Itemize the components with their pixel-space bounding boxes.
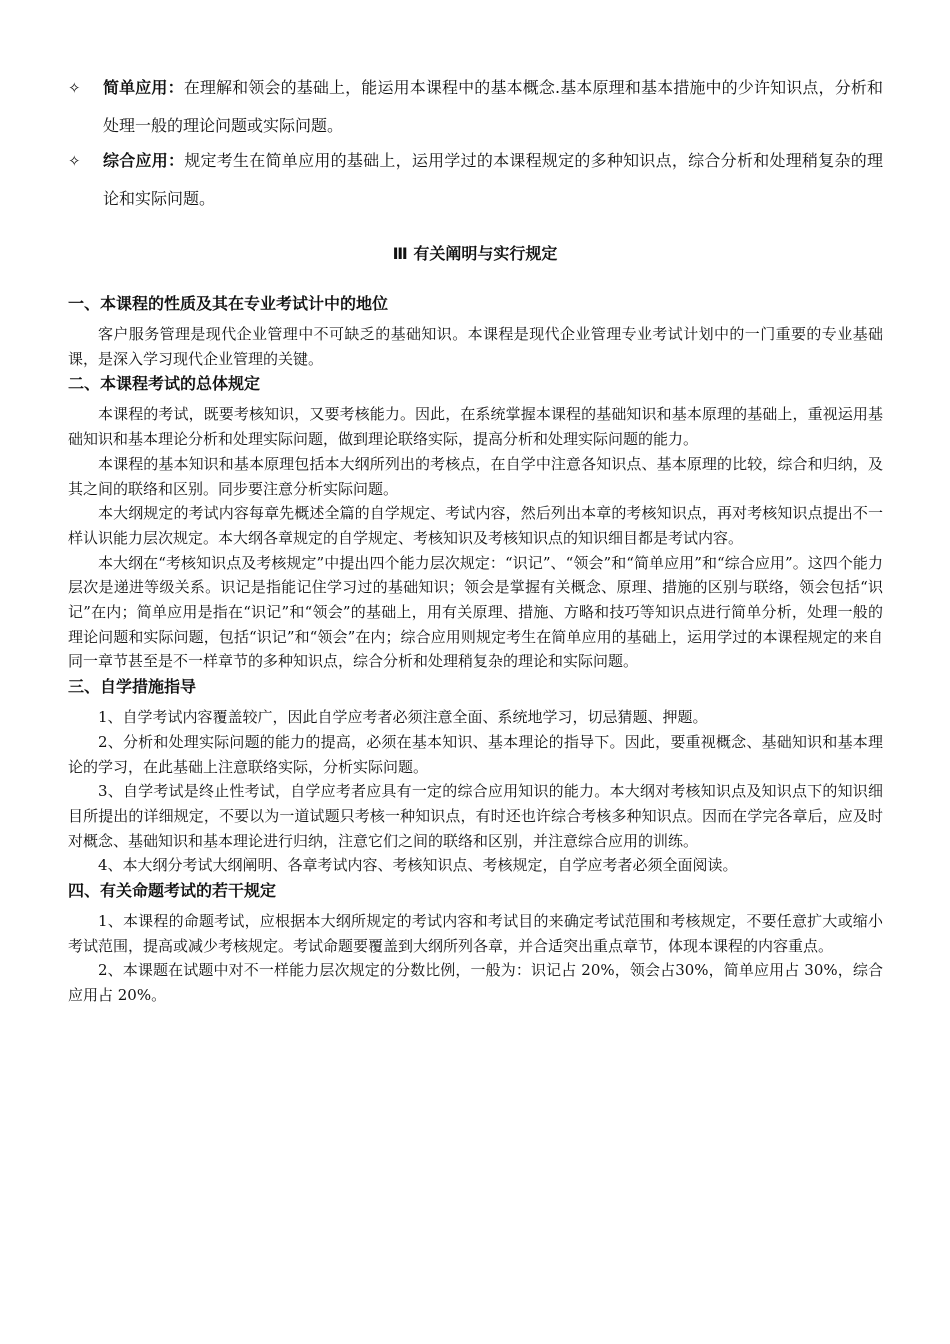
paragraph: 本课程的基本知识和基本原理包括本大纲所列出的考核点，在自学中注意各知识点、基本原理的比较，综合和归纳，及其之间的联络和区别。同步要注意分析实际问题。 [68, 454, 883, 498]
paragraph: 2、本课题在试题中对不一样能力层次规定的分数比例，一般为：识记占 20%，领会占30%，简单应用占 30%，综合应用占 20%。 [68, 961, 883, 1005]
section-heading: 一、本课程的性质及其在专业考试计中的地位 [68, 294, 389, 313]
bullet-text: 在理解和领会的基础上，能运用本课程中的基本概念.基本原理和基本措施中的少许知识点，分析和处理一般的理论问题或实际问题。 [103, 78, 883, 135]
paragraph: 1、自学考试内容覆盖较广，因此自学应考者必须注意全面、系统地学习，切忌猜题、押题。 [98, 708, 708, 727]
paragraph: 3、自学考试是终止性考试，自学应考者应具有一定的综合应用知识的能力。本大纲对考核知识点及知识点下的知识细目所提出的详细规定，不要以为一道试题只考核一种知识点，有时还也许综合考核多种知识点。因而在学完各章后，应及时对概念、基础知识和基本理论进行归纳，注意它们之间的联络和区别，并注意综合应用的训练。 [68, 782, 883, 850]
section-heading: 四、有关命题考试的若干规定 [68, 881, 277, 901]
paragraph: 1、本课程的命题考试，应根据本大纲所规定的考试内容和考试目的来确定考试范围和考核规定，不要任意扩大或缩小考试范围，提高或减少考核规定。考试命题要覆盖到大纲所列各章，并合适突出重点章节，体现本课程的内容重点。 [68, 912, 883, 955]
section-heading: 三、自学措施指导 [68, 677, 197, 697]
paragraph: 客户服务管理是现代企业管理中不可缺乏的基础知识。本课程是现代企业管理专业考试计划中的一门重要的专业基础课，是深入学习现代企业管理的关键。 [68, 325, 883, 368]
paragraph: 2、分析和处理实际问题的能力的提高，必须在基本知识、基本理论的指导下。因此，要重视概念、基础知识和基本理论的学习，在此基础上注意联络实际，分析实际问题。 [68, 732, 883, 776]
paragraph: 本课程的考试，既要考核知识，又要考核能力。因此，在系统掌握本课程的基础知识和基本原理的基础上，重视运用基础知识和基本理论分析和处理实际问题，做到理论联络实际，提高分析和处理实际问题的能力。 [68, 405, 883, 449]
diamond-star-bullet-icon: ✧ [68, 79, 81, 97]
paragraph: 本大纲规定的考试内容每章先概述全篇的自学规定、考试内容，然后列出本章的考核知识点，再对考核知识点提出不一样认识能力层次规定。本大纲各章规定的自学规定、考核知识及考核知识点的知识细目都是考试内容。 [68, 504, 883, 547]
bullet-body [103, 69, 883, 145]
document-body [68, 291, 883, 1008]
paragraph: 本大纲在“考核知识点及考核规定”中提出四个能力层次规定：“识记”、“领会”和“简单应用”和“综合应用”。这四个能力层次是递进等级关系。识记是指能记住学习过的基础知识；领会是掌握有关概念、原理、措施的区别与联络，领会包括“识记”在内；简单应用是指在“识记”和“领会”的基础上，用有关原理、措施、方略和技巧等知识点进行简单分析，处理一般的理论问题和实际问题，包括“识记”和“领会”在内；综合应用则规定考生在简单应用的基础上，运用学过的本课程规定的来自同一章节甚至是不一样章节的多种知识点，综合分析和处理稍复杂的理论和实际问题。 [68, 553, 883, 671]
bullet-comprehensive-application [68, 142, 883, 218]
bullet-body [103, 142, 883, 218]
paragraph: 4、本大纲分考试大纲阐明、各章考试内容、考核知识点、考核规定，自学应考者必须全面阅读。 [98, 856, 738, 875]
bullet-term: 简单应用： [103, 78, 184, 97]
bullet-simple-application [68, 69, 883, 145]
section-title: Ⅲ 有关阐明与实行规定 [392, 244, 558, 263]
section-heading: 二、本课程考试的总体规定 [68, 374, 261, 394]
diamond-star-bullet-icon: ✧ [68, 152, 81, 170]
bullet-text: 规定考生在简单应用的基础上，运用学过的本课程规定的多种知识点，综合分析和处理稍复杂的理论和实际问题。 [103, 151, 883, 208]
bullet-term: 综合应用： [103, 151, 185, 170]
